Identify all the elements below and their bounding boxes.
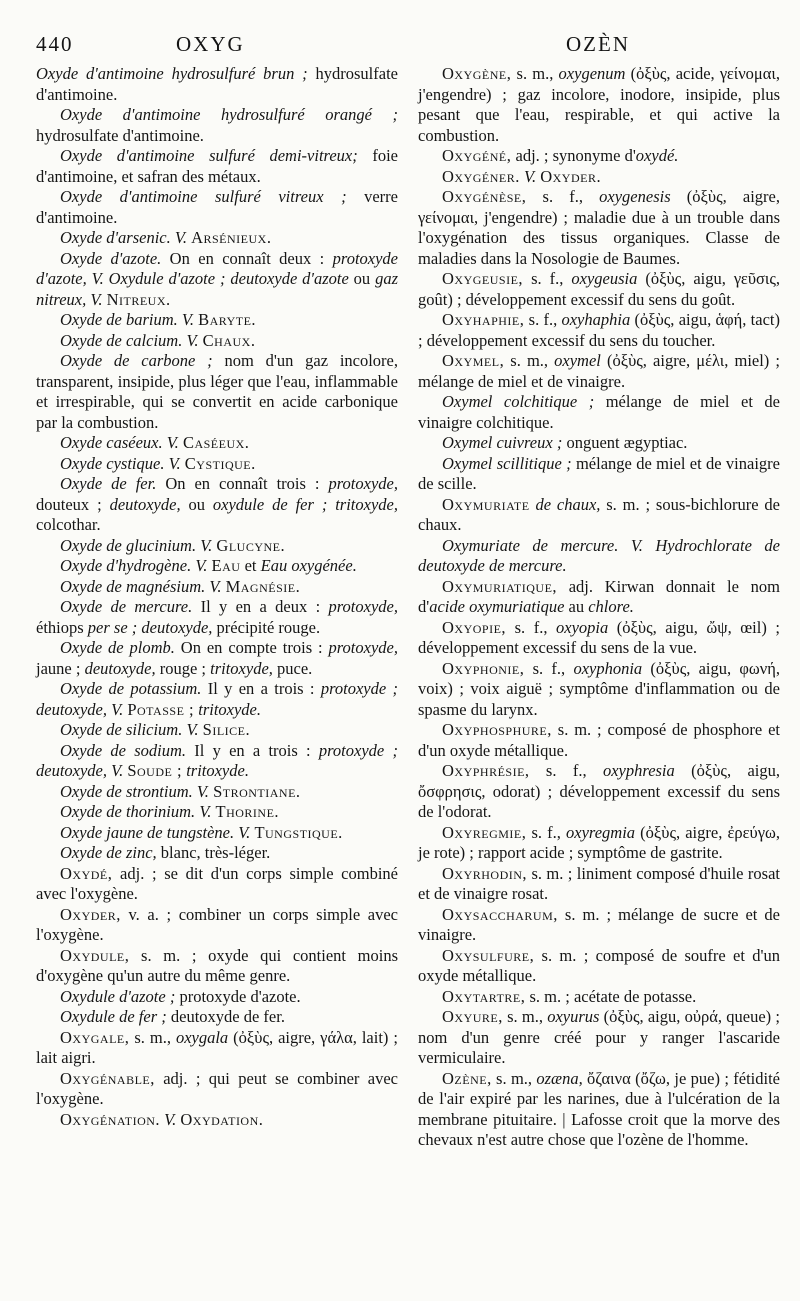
entry-text: foie d'antimoine, et safran des métaux. — [36, 146, 398, 186]
entry-text: On en connaît trois : — [156, 474, 329, 493]
dictionary-entry — [36, 597, 398, 638]
entry-italic-text: tritoxyde. — [186, 761, 249, 780]
entry-text: s. m., — [491, 1068, 537, 1088]
dictionary-entry — [36, 105, 398, 146]
entry-italic-text: Oxyde de calcium. — [60, 330, 183, 350]
dictionary-entry — [36, 249, 398, 311]
entry-headword: Oxymuriate — [442, 494, 530, 514]
entry-italic-text: de chaux, — [535, 494, 601, 514]
entry-italic-text: protoxyde ; deutoxyde, V. — [36, 740, 398, 780]
entry-italic-text: Oxyde d'hydrogène. — [60, 556, 192, 575]
entry-headword: Oxyphonie, — [442, 658, 525, 678]
entry-italic-text: oxyopia — [556, 617, 609, 637]
entry-italic-text: Oxyde de silicium. — [60, 720, 183, 739]
entry-headword: Oxydé, — [60, 863, 113, 883]
entry-italic-text: Oxyde caséeux. — [60, 433, 163, 452]
entry-italic-text: Oxyde de carbone ; — [60, 351, 213, 370]
entry-text: nom d'un gaz incolore, transparent, insipide, plus léger que l'eau, inflammable et irrespirable, qui se convertit en acide carbonique par la combustion. — [36, 351, 398, 432]
entry-italic-text: Oxyde de zinc, — [60, 843, 157, 862]
entry-italic-text: Oxydule d'azote ; — [60, 986, 176, 1006]
dictionary-entry — [36, 64, 398, 105]
entry-text: v. a. ; combiner un corps simple avec l'oxygène. — [36, 904, 398, 944]
entry-headword: Thorine. — [215, 802, 280, 821]
dictionary-entry — [36, 187, 398, 228]
entry-text: Il y en a trois : — [201, 679, 321, 698]
entry-text: puce. — [272, 658, 313, 678]
entry-text: verre d'antimoine. — [36, 187, 398, 227]
entry-italic-text: Oxyde de glucinium. — [60, 535, 197, 555]
dictionary-entry — [418, 864, 780, 905]
entry-text: On en compte trois : — [174, 638, 329, 657]
entry-text: s. m. ; sous-bichlorure de chaux. — [418, 494, 780, 534]
dictionary-entry — [36, 1007, 398, 1028]
entry-headword: Oxygale, — [60, 1027, 130, 1047]
entry-italic-text: Oxyde d'arsenic. — [60, 228, 171, 247]
entry-italic-text: V. — [199, 802, 212, 821]
entry-italic-text: Oxyde d'antimoine sulfuré vitreux ; — [60, 187, 347, 206]
entry-text: (ὀξὺς, aigu, ἁφή, tact) ; développement excessif du sens du toucher. — [418, 310, 780, 350]
dictionary-entry — [36, 864, 398, 905]
entry-headword: Oxydule, — [60, 945, 130, 965]
dictionary-entry — [418, 577, 780, 618]
dictionary-entry — [418, 64, 780, 146]
entry-text: et — [240, 556, 261, 575]
entry-italic-text: V. — [209, 576, 222, 596]
entry-headword: Oxyder, — [60, 904, 121, 924]
entry-headword: Oxygénèse, — [442, 187, 527, 206]
dictionary-entry — [418, 167, 780, 188]
entry-headword: Oxysaccharum, — [442, 904, 558, 924]
dictionary-entry — [36, 987, 398, 1008]
dictionary-entry — [36, 331, 398, 352]
entry-headword: Oxygeusie, — [442, 269, 524, 288]
entry-italic-text: protoxyde d'azote, V. Oxydule d'azote ; deutoxyde d'azote — [36, 248, 399, 288]
entry-text: hydrosulfate d'antimoine. — [36, 64, 398, 104]
entry-headword: Caséeux. — [182, 433, 250, 452]
dictionary-entry — [418, 823, 780, 864]
entry-text: Il y en a trois : — [186, 740, 319, 760]
dictionary-entry — [36, 720, 398, 741]
entry-italic-text: oxyphresia — [602, 761, 675, 780]
entry-italic-text: per se ; deutoxyde, — [87, 617, 213, 637]
entry-italic-text: oxydule de fer ; tritoxyde, — [212, 494, 398, 514]
dictionary-entry — [418, 146, 780, 167]
dictionary-entry — [36, 577, 398, 598]
entry-headword: Nitreux. — [106, 289, 171, 309]
entry-italic-text: oxygenum — [558, 64, 626, 83]
dictionary-entry — [36, 782, 398, 803]
entry-text: s. m. ; composé de phosphore et d'un oxyde métallique. — [418, 720, 780, 760]
entry-italic-text: Oxyde de mercure. — [60, 597, 193, 616]
dictionary-entry — [36, 843, 398, 864]
entry-text: adj. ; qui peut se combiner avec l'oxygène. — [36, 1068, 398, 1108]
entry-italic-text: Oxydule de fer ; — [60, 1007, 167, 1026]
right-running-head: OZÈN — [566, 32, 630, 56]
entry-text: deutoxyde de fer. — [166, 1007, 285, 1026]
entry-italic-text: oxyphonia — [573, 658, 643, 678]
entry-italic-text: V. — [166, 433, 179, 452]
entry-italic-text: V. — [195, 556, 208, 575]
dictionary-entry — [36, 536, 398, 557]
entry-italic-text: oxygenesis — [599, 187, 671, 206]
entry-text: adj. Kirwan donnait le nom d' — [418, 576, 780, 616]
dictionary-entry — [418, 761, 780, 823]
entry-italic-text: Oxyde de fer. — [60, 474, 157, 493]
left-column — [36, 64, 398, 1130]
entry-text: s. m., — [511, 64, 559, 83]
entry-text: (ὀξὺς, aigu, οὐρά, queue) ; nom d'un genre créé pour y ranger l'ascaride vermiculaire. — [418, 1007, 780, 1067]
entry-text: onguent ægyptiac. — [562, 433, 688, 452]
entry-text: On en connaît deux : — [161, 248, 333, 268]
entry-italic-text: Oxymel colchitique ; — [442, 392, 595, 411]
entry-italic-text: Oxyde de thorinium. — [60, 802, 196, 821]
entry-text: s. m., — [502, 1007, 548, 1026]
entry-text: s. f., — [506, 617, 557, 637]
dictionary-entry — [36, 638, 398, 679]
entry-headword: Oxyrhodin, — [442, 863, 528, 883]
dictionary-entry — [418, 905, 780, 946]
entry-italic-text: Oxyde de magnésium. — [60, 576, 206, 596]
entry-text: éthiops — [36, 617, 88, 637]
entry-italic-text: deutoxyde, — [84, 658, 156, 678]
entry-italic-text: oxydé. — [635, 146, 679, 165]
dictionary-entry — [36, 679, 398, 720]
entry-headword: Tungstique. — [254, 822, 343, 842]
entry-text: protoxyde d'azote. — [175, 986, 301, 1006]
entry-italic-text: Eau oxygénée. — [260, 556, 357, 575]
entry-text: s. f., — [524, 658, 574, 678]
dictionary-entry — [418, 618, 780, 659]
entry-text: douteux ; — [36, 494, 110, 514]
entry-text: rouge ; — [155, 658, 211, 678]
entry-text: (ὀξὺς, aigu, ὤψ, œil) ; développement excessif du sens de la vue. — [418, 617, 780, 657]
entry-text: s. f., — [526, 822, 567, 842]
entry-text: blanc, très-léger. — [156, 843, 271, 862]
entry-italic-text: Oxymel cuivreux ; — [442, 433, 563, 452]
entry-text: colcothar. — [36, 515, 101, 534]
dictionary-entry — [36, 228, 398, 249]
entry-italic-text: protoxyde, — [328, 597, 398, 616]
dictionary-entry — [36, 146, 398, 187]
entry-italic-text: Oxyde d'antimoine sulfuré demi-vitreux; — [60, 146, 358, 165]
entry-italic-text: oxygala — [175, 1027, 229, 1047]
entry-text: s. m. ; oxyde qui contient moins d'oxygène qu'un autre du même genre. — [36, 945, 398, 985]
entry-text: (ὀξὺς, aigre, ἐρεύγω, je rote) ; rapport acide ; symptôme de gastrite. — [418, 822, 780, 862]
entry-headword: Oxyopie, — [442, 617, 507, 637]
entry-italic-text: Oxyde de plomb. — [60, 638, 175, 657]
entry-italic-text: V. — [196, 781, 209, 801]
entry-headword: Oxygénation. — [60, 1109, 161, 1129]
entry-text: (ὀξὺς, aigu, ὄσφρησις, odorat) ; développement excessif du sens de l'odorat. — [418, 761, 780, 821]
entry-italic-text: Oxyde d'antimoine hydrosulfuré orangé ; — [60, 105, 398, 124]
dictionary-entry — [418, 987, 780, 1008]
entry-headword: Magnésie. — [225, 576, 301, 596]
entry-text: (ὀξὺς, aigre, μέλι, miel) ; mélange de miel et de vinaigre. — [418, 351, 780, 391]
entry-text: (ὀξὺς, aigu, γεῦσις, goût) ; développement excessif du sens du goût. — [418, 269, 781, 309]
entry-text: s. m. ; composé de soufre et d'un oxyde métallique. — [418, 945, 780, 985]
entry-text: s. m. ; mélange de sucre et de vinaigre. — [418, 904, 780, 944]
entry-italic-text: chlore. — [588, 597, 634, 616]
page-number: 440 — [36, 32, 74, 56]
dictionary-entry — [36, 433, 398, 454]
entry-text: s. m. ; acétate de potasse. — [525, 986, 697, 1006]
entry-text: s. m. ; liniment composé d'huile rosat et de vinaigre rosat. — [418, 863, 780, 903]
left-running-head: OXYG — [176, 32, 245, 56]
entry-text: Il y en a deux : — [192, 597, 329, 616]
entry-italic-text: Oxyde cystique. — [60, 453, 165, 473]
dictionary-entry — [36, 905, 398, 946]
dictionary-entry — [418, 433, 780, 454]
entry-headword: Oxyphosphure, — [442, 720, 552, 739]
entry-text: s. f., — [523, 269, 572, 288]
entry-text: adj. ; se dit d'un corps simple combiné avec l'oxygène. — [36, 863, 398, 903]
entry-italic-text: protoxyde ; deutoxyde, V. — [36, 679, 398, 719]
dictionary-entry — [418, 454, 780, 495]
dictionary-entry — [418, 495, 780, 536]
entry-italic-text: deutoxyde, — [109, 494, 181, 514]
dictionary-entry — [36, 802, 398, 823]
dictionary-entry — [418, 351, 780, 392]
entry-italic-text: tritoxyde, — [210, 658, 273, 678]
entry-headword: Soude ; — [127, 761, 183, 780]
entry-text: ὄζαινα (ὄζω, je pue) ; fétidité de l'air expiré par les narines, due à l'ulcération de la membrane pituitaire. | Lafosse croit que la morve des chevaux n'est autre chose que l'ozène de l'homme. — [418, 1068, 780, 1149]
entry-italic-text: V. — [164, 1109, 177, 1129]
entry-italic-text: protoxyde, — [328, 638, 398, 657]
dictionary-entry — [36, 1110, 398, 1131]
entry-headword: Oxydation. — [180, 1109, 264, 1129]
entry-italic-text: V. — [200, 535, 213, 555]
entry-text: s. m., — [504, 351, 555, 370]
dictionary-entry — [418, 187, 780, 269]
entry-text: s. f., — [524, 310, 562, 329]
dictionary-entry — [36, 474, 398, 536]
entry-italic-text: oxymel — [554, 351, 601, 370]
entry-headword: Baryte. — [198, 310, 257, 329]
entry-italic-text: gaz nitreux, V. — [36, 269, 399, 309]
dictionary-entry — [418, 1069, 780, 1151]
entry-text: s. f., — [526, 187, 600, 206]
entry-text: ou — [180, 494, 213, 514]
entry-headword: Eau — [211, 556, 241, 575]
dictionary-entry — [418, 1007, 780, 1069]
entry-text: (ὀξὺς, aigre, γείνομαι, j'engendre) ; maladie due à un trouble dans l'oxygénation des tissus organiques. Classe de maladies dans la Nosologie de Baumes. — [418, 187, 780, 268]
entry-headword: Oxygénable, — [60, 1068, 155, 1088]
entry-text: mélange de miel et de vinaigre colchitique. — [418, 392, 780, 432]
dictionary-entry — [418, 310, 780, 351]
entry-italic-text: oxyregmia — [566, 822, 636, 842]
entry-text: hydrosulfate d'antimoine. — [36, 125, 204, 145]
dictionary-entry — [36, 1028, 398, 1069]
entry-italic-text: oxyhaphia — [561, 310, 631, 329]
entry-italic-text: V. — [186, 720, 199, 739]
dictionary-entry — [36, 310, 398, 331]
entry-italic-text: V. — [174, 228, 187, 247]
entry-italic-text: Oxyde de potassium. — [60, 679, 202, 698]
dictionary-entry — [418, 720, 780, 761]
dictionary-entry — [418, 659, 780, 721]
dictionary-entry — [36, 741, 398, 782]
entry-text: (ὀξὺς, aigre, γάλα, lait) ; lait aigri. — [36, 1027, 398, 1067]
entry-headword: Oxymuriatique, — [442, 576, 558, 596]
entry-italic-text: ozæna, — [536, 1068, 583, 1088]
dictionary-entry — [36, 454, 398, 475]
entry-headword: Oxysulfure, — [442, 945, 535, 965]
entry-italic-text: V. — [524, 166, 537, 186]
entry-italic-text: V. — [186, 330, 199, 350]
dictionary-entry — [36, 351, 398, 433]
entry-headword: Cystique. — [184, 453, 256, 473]
entry-headword: Potasse ; — [127, 699, 195, 719]
entry-headword: Oxytartre, — [442, 986, 526, 1006]
entry-italic-text: Oxyde de strontium. — [60, 781, 193, 801]
entry-italic-text: V. — [168, 453, 181, 473]
entry-headword: Chaux. — [202, 330, 256, 350]
dictionary-entry — [36, 823, 398, 844]
entry-italic-text: V. — [238, 822, 251, 842]
entry-text: adj. ; synonyme d' — [511, 146, 636, 165]
entry-headword: Oxymel, — [442, 351, 505, 370]
entry-italic-text: oxygeusia — [571, 269, 638, 288]
dictionary-entry — [418, 269, 780, 310]
entry-headword: Oxygéner. — [442, 166, 520, 186]
entry-text: au — [564, 597, 589, 616]
entry-italic-text: Oxyde de sodium. — [60, 740, 186, 760]
entry-italic-text: Oxyde de barium. — [60, 310, 178, 329]
entry-text: (ὀξὺς, acide, γείνομαι, j'engendre) ; gaz incolore, inodore, insipide, plus pesant que l'eau, respirable, et qui active la combustion. — [418, 64, 780, 145]
entry-italic-text: Oxyde jaune de tungstène. — [60, 822, 235, 842]
entry-text: s. m., — [129, 1027, 176, 1047]
entry-italic-text: protoxyde, — [328, 474, 398, 493]
right-column — [418, 64, 780, 1151]
dictionary-entry — [36, 556, 398, 577]
dictionary-entry — [418, 946, 780, 987]
dictionary-entry — [418, 536, 780, 577]
entry-italic-text: oxyurus — [547, 1007, 600, 1026]
entry-headword: Oxyhaphie, — [442, 310, 525, 329]
entry-headword: Oxyure, — [442, 1007, 503, 1026]
entry-text: ou — [348, 269, 376, 288]
entry-headword: Glucyne. — [216, 535, 286, 555]
entry-headword: Oxyregmie, — [442, 822, 527, 842]
entry-italic-text: acide oxymuriatique — [429, 597, 565, 616]
entry-headword: Oxyder. — [540, 166, 602, 186]
entry-headword: Oxygène, — [442, 64, 512, 83]
entry-italic-text: Oxymuriate de mercure. V. Hydrochlorate de deutoxyde de mercure. — [418, 535, 780, 575]
entry-headword: Oxyphrésie, — [442, 761, 530, 780]
entry-text: (ὀξὺς, aigu, φωνή, voix) ; voix aiguë ; symptôme d'inflammation ou de spasme du larynx. — [418, 658, 780, 719]
entry-text: jaune ; — [36, 658, 85, 678]
entry-headword: Silice. — [202, 720, 251, 739]
entry-text: s. f., — [529, 761, 603, 780]
entry-italic-text: tritoxyde. — [198, 699, 262, 719]
dictionary-entry — [36, 1069, 398, 1110]
entry-headword: Ozène, — [442, 1068, 492, 1088]
entry-headword: Oxygéné, — [442, 146, 512, 165]
dictionary-entry — [36, 946, 398, 987]
entry-italic-text: V. — [181, 310, 194, 329]
entry-italic-text: Oxyde d'azote. — [60, 248, 162, 268]
entry-headword: Strontiane. — [213, 781, 301, 801]
entry-italic-text: Oxymel scillitique ; — [442, 453, 572, 473]
entry-text: précipité rouge. — [212, 617, 321, 637]
entry-text: mélange de miel et de vinaigre de scille. — [418, 453, 780, 493]
entry-italic-text: Oxyde d'antimoine hydrosulfuré brun ; — [36, 64, 308, 83]
entry-headword: Arsénieux. — [191, 228, 272, 247]
dictionary-entry — [418, 392, 780, 433]
page-header — [36, 32, 784, 62]
